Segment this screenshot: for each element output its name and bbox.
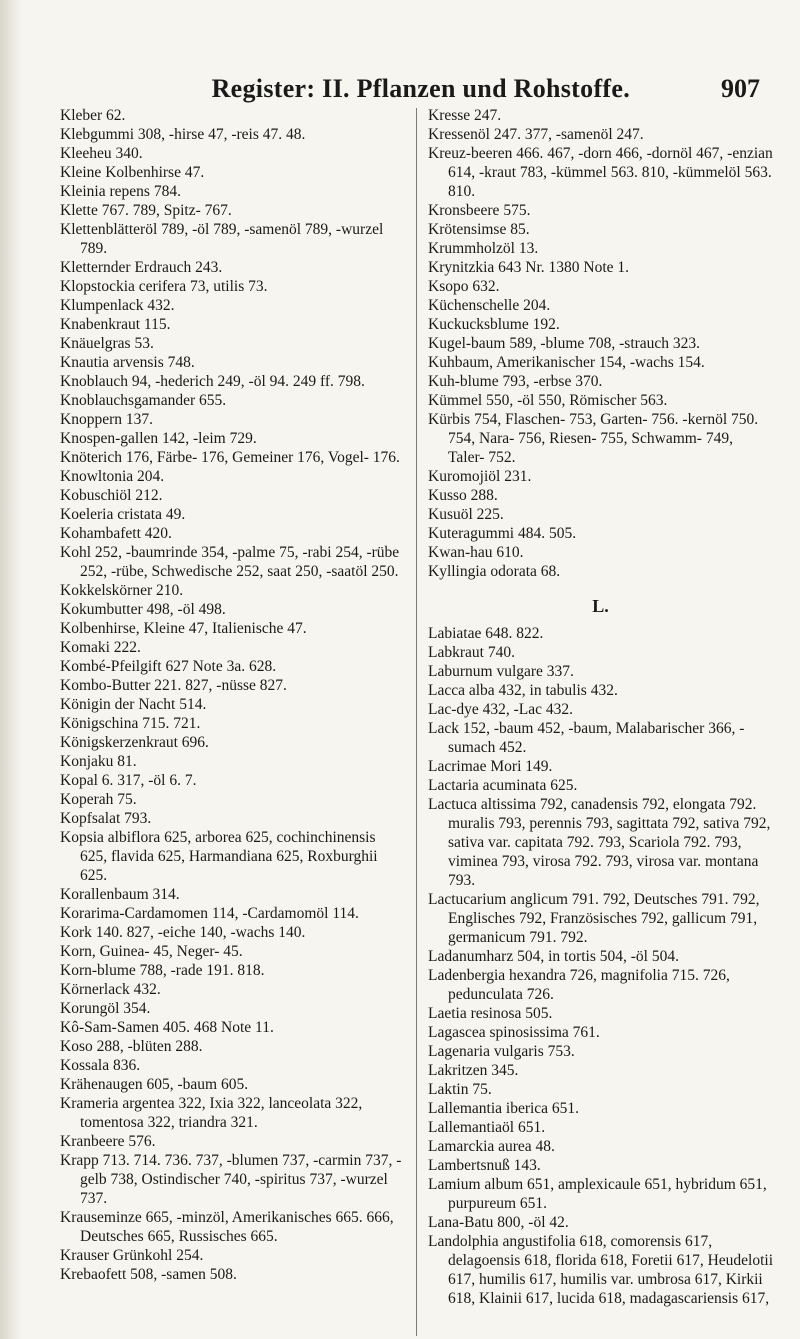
index-entry: Klettenblätteröl 789, -öl 789, -samenöl 789, -wurzel 789.	[60, 221, 384, 257]
page-edge-shadow	[0, 0, 22, 1339]
section-l	[428, 624, 773, 1308]
index-entry: Lamarckia aurea 48.	[428, 1138, 555, 1155]
index-entry: Kombé-Pfeilgift 627 Note 3a. 628.	[60, 658, 277, 675]
index-entry: Lallemantia iberica 651.	[428, 1100, 580, 1117]
index-entry: Krynitzkia 643 Nr. 1380 Note 1.	[428, 259, 630, 276]
index-entry: Krameria argentea 322, Ixia 322, lanceolata 322, tomentosa 322, triandra 321.	[60, 1095, 363, 1131]
index-entry: Knäuelgras 53.	[60, 335, 154, 352]
index-entry: Kressenöl 247. 377, -samenöl 247.	[428, 126, 644, 143]
index-entry: Koso 288, -blüten 288.	[60, 1038, 203, 1055]
index-entry: Krummholzöl 13.	[428, 240, 539, 257]
index-entry: Königschina 715. 721.	[60, 715, 201, 732]
section-k-continued	[428, 106, 773, 581]
index-entry: Lactucarium anglicum 791. 792, Deutsches 791. 792, Englisches 792, Französisches 792, gallicum 791, germanicum 791. 792.	[428, 891, 760, 946]
index-entry: Kopsia albiflora 625, arborea 625, cochinchinensis 625, flavida 625, Harmandiana 625, Roxburghii 625.	[60, 829, 378, 884]
index-entry: Küchenschelle 204.	[428, 297, 551, 314]
index-entry: Krauseminze 665, -minzöl, Amerikanisches 665. 666, Deutsches 665, Russisches 665.	[60, 1209, 394, 1245]
index-entry: Ksopo 632.	[428, 278, 500, 295]
index-entry: Koeleria cristata 49.	[60, 506, 186, 523]
index-entry: Laktin 75.	[428, 1081, 492, 1098]
index-entry: Korn, Guinea- 45, Neger- 45.	[60, 943, 243, 960]
left-column	[60, 106, 405, 1284]
index-entry: Kobuschiöl 212.	[60, 487, 163, 504]
page-header	[60, 66, 760, 106]
index-entry: Kletternder Erdrauch 243.	[60, 259, 223, 276]
index-entry: Kleine Kolbenhirse 47.	[60, 164, 205, 181]
index-entry: Körnerlack 432.	[60, 981, 161, 998]
index-entry: Ladenbergia hexandra 726, magnifolia 715. 726, pedunculata 726.	[428, 967, 730, 1003]
index-entry: Kranbeere 576.	[60, 1133, 156, 1150]
index-entry: Kopfsalat 793.	[60, 810, 152, 827]
index-entry: Lactuca altissima 792, canadensis 792, elongata 792. muralis 793, perennis 793, sagittata 792, sativa 792, sativa var. capitata 792. 793, Scariola 792. 793, viminea 793, virosa 792. 793, virosa var. montana 793.	[428, 796, 771, 889]
index-entry: Krauser Grünkohl 254.	[60, 1247, 204, 1264]
index-entry: Kusso 288.	[428, 487, 498, 504]
index-entry: Kô-Sam-Samen 405. 468 Note 11.	[60, 1019, 274, 1036]
index-entry: Ladanumharz 504, in tortis 504, -öl 504.	[428, 948, 679, 965]
index-entry: Kohl 252, -baumrinde 354, -palme 75, -rabi 254, -rübe 252, -rübe, Schwedische 252, saat 250, -saatöl 250.	[60, 544, 400, 580]
index-entry: Knoblauchsgamander 655.	[60, 392, 227, 409]
index-entry: Kreuz-beeren 466. 467, -dorn 466, -dornöl 467, -enzian 614, -kraut 783, -kümmel 563. 810, -kümmelöl 563. 810.	[428, 145, 773, 200]
index-entry: Kokumbutter 498, -öl 498.	[60, 601, 226, 618]
index-entry: Klopstockia cerifera 73, utilis 73.	[60, 278, 268, 295]
index-entry: Krapp 713. 714. 736. 737, -blumen 737, -carmin 737, -gelb 738, Ostindischer 740, -spiritus 737, -wurzel 737.	[60, 1152, 402, 1207]
index-entry: Lambertsnuß 143.	[428, 1157, 541, 1174]
index-entry: Kork 140. 827, -eiche 140, -wachs 140.	[60, 924, 306, 941]
index-entry: Kohambafett 420.	[60, 525, 172, 542]
index-entry: Kleeheu 340.	[60, 145, 143, 162]
index-entry: Klumpenlack 432.	[60, 297, 175, 314]
index-entry: Kossala 836.	[60, 1057, 141, 1074]
index-entry: Königskerzenkraut 696.	[60, 734, 209, 751]
index-entry: Labkraut 740.	[428, 644, 515, 661]
index-entry: Kleinia repens 784.	[60, 183, 181, 200]
index-entry: Kombo-Butter 221. 827, -nüsse 827.	[60, 677, 287, 694]
index-entry: Komaki 222.	[60, 639, 141, 656]
index-entry: Knospen-gallen 142, -leim 729.	[60, 430, 257, 447]
index-entry: Knöterich 176, Färbe- 176, Gemeiner 176, Vogel- 176.	[60, 449, 400, 466]
page-number: 907	[721, 74, 760, 103]
index-entry: Kolbenhirse, Kleine 47, Italienische 47.	[60, 620, 307, 637]
index-entry: Kleber 62.	[60, 107, 126, 124]
index-entry: Korn-blume 788, -rade 191. 818.	[60, 962, 265, 979]
index-entry: Laburnum vulgare 337.	[428, 663, 574, 680]
index-entry: Kuhbaum, Amerikanischer 154, -wachs 154.	[428, 354, 705, 371]
index-entry: Knoblauch 94, -hederich 249, -öl 94. 249 ff. 798.	[60, 373, 365, 390]
index-entry: Korungöl 354.	[60, 1000, 151, 1017]
index-entry: Lacca alba 432, in tabulis 432.	[428, 682, 618, 699]
column-divider	[416, 108, 417, 1336]
index-entry: Kümmel 550, -öl 550, Römischer 563.	[428, 392, 668, 409]
index-entry: Kwan-hau 610.	[428, 544, 524, 561]
index-entry: Klebgummi 308, -hirse 47, -reis 47. 48.	[60, 126, 306, 143]
index-entry: Lac-dye 432, -Lac 432.	[428, 701, 574, 718]
index-entry: Kokkelskörner 210.	[60, 582, 184, 599]
index-entry: Lagenaria vulgaris 753.	[428, 1043, 575, 1060]
index-entry: Krötensimse 85.	[428, 221, 530, 238]
index-entry: Lagascea spinosissima 761.	[428, 1024, 600, 1041]
index-entry: Kopal 6. 317, -öl 6. 7.	[60, 772, 197, 789]
running-title: Register: II. Pflanzen und Rohstoffe.	[211, 74, 630, 103]
index-entry: Landolphia angustifolia 618, comorensis 617, delagoensis 618, florida 618, Foretii 617, Heudelotii 617, humilis 617, humilis var. umbrosa 617, Kirkii 618, Klainii 617, lucida 618, madagascariensis 617,	[428, 1233, 774, 1307]
index-entry: Kuckucksblume 192.	[428, 316, 560, 333]
index-entry: Krähenaugen 605, -baum 605.	[60, 1076, 249, 1093]
index-entry: Lactaria acuminata 625.	[428, 777, 578, 794]
index-entry: Korarima-Cardamomen 114, -Cardamomöl 114.	[60, 905, 359, 922]
index-entry: Lamium album 651, amplexicaule 651, hybridum 651, purpureum 651.	[428, 1176, 767, 1212]
index-entry: Klette 767. 789, Spitz- 767.	[60, 202, 232, 219]
index-entry: Kusuöl 225.	[428, 506, 504, 523]
section-letter-heading: L.	[592, 596, 609, 616]
index-entry: Kuteragummi 484. 505.	[428, 525, 577, 542]
index-entry: Lallemantiaöl 651.	[428, 1119, 546, 1136]
index-entry: Lakritzen 345.	[428, 1062, 519, 1079]
index-entry: Labiatae 648. 822.	[428, 625, 544, 642]
index-entry: Krebaofett 508, -samen 508.	[60, 1266, 237, 1283]
index-entry: Knabenkraut 115.	[60, 316, 171, 333]
right-column	[428, 106, 773, 1308]
index-entry: Koperah 75.	[60, 791, 137, 808]
index-entry: Knautia arvensis 748.	[60, 354, 195, 371]
index-entry: Knowltonia 204.	[60, 468, 165, 485]
index-entry: Knoppern 137.	[60, 411, 153, 428]
index-entry: Korallenbaum 314.	[60, 886, 180, 903]
index-entry: Kuromojiöl 231.	[428, 468, 532, 485]
index-entry: Kürbis 754, Flaschen- 753, Garten- 756. -kernöl 750. 754, Nara- 756, Riesen- 755, Schwamm- 749, Taler- 752.	[428, 411, 759, 466]
index-entry: Lana-Batu 800, -öl 42.	[428, 1214, 569, 1231]
index-entry: Kugel-baum 589, -blume 708, -strauch 323.	[428, 335, 701, 352]
index-entry: Kyllingia odorata 68.	[428, 563, 561, 580]
index-entry: Kuh-blume 793, -erbse 370.	[428, 373, 603, 390]
index-entry: Kronsbeere 575.	[428, 202, 531, 219]
index-entry: Laetia resinosa 505.	[428, 1005, 553, 1022]
index-entry: Lacrimae Mori 149.	[428, 758, 553, 775]
index-entry: Kresse 247.	[428, 107, 502, 124]
index-entry: Königin der Nacht 514.	[60, 696, 207, 713]
index-entry: Lack 152, -baum 452, -baum, Malabarischer 366, -sumach 452.	[428, 720, 745, 756]
index-entry: Konjaku 81.	[60, 753, 137, 770]
